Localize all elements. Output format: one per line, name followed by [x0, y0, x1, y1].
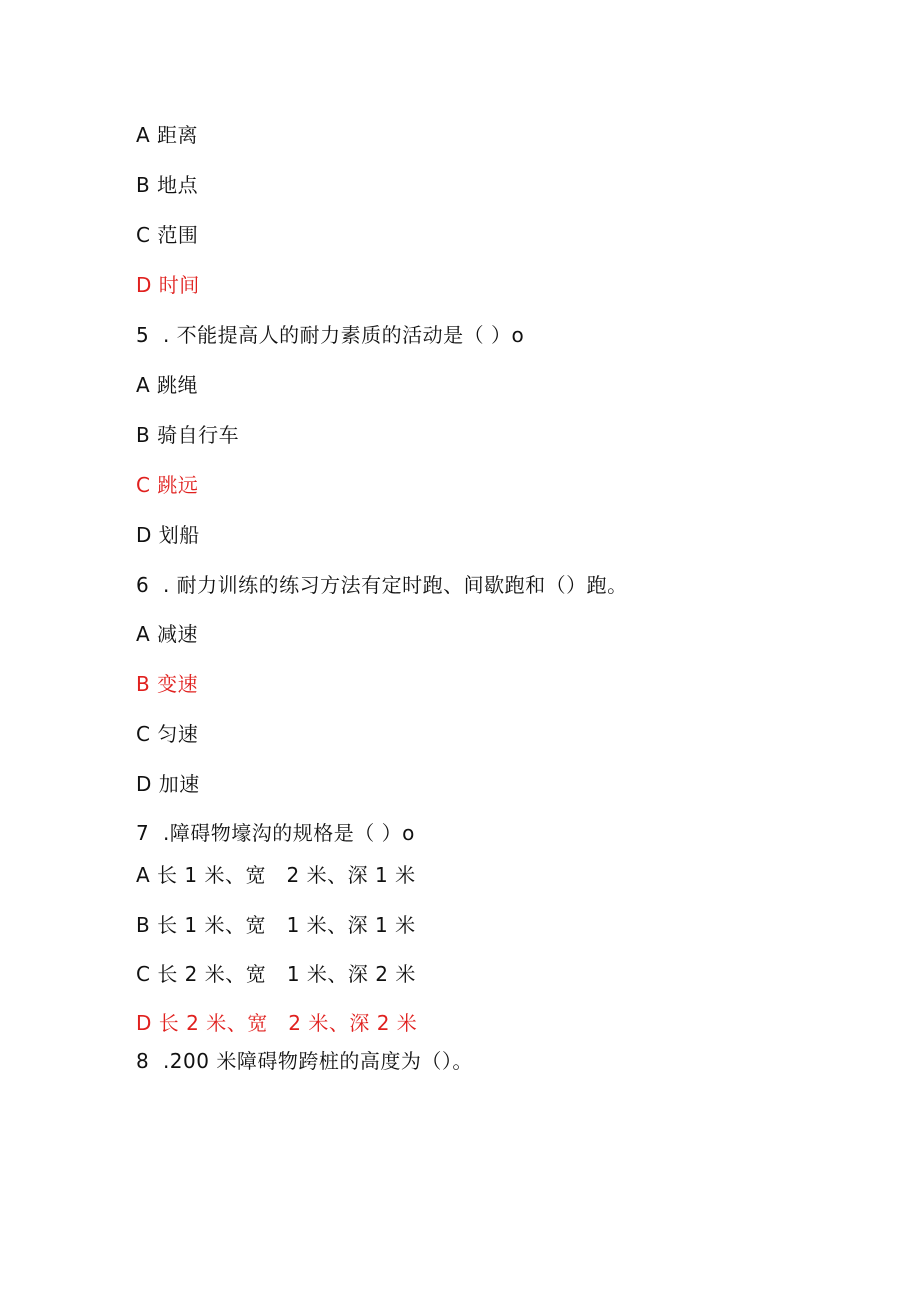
question-7: 7 .障碍物壕沟的规格是（ ）o [136, 821, 415, 845]
option-c-q5-answer: C 跳远 [136, 473, 199, 497]
question-8: 8 .200 米障碍物跨桩的高度为（）。 [136, 1049, 473, 1073]
option-b-q4: B 地点 [136, 173, 199, 197]
option-b-q5: B 骑自行车 [136, 423, 240, 447]
option-b-q7: B 长 1 米、宽 1 米、深 1 米 [136, 913, 416, 937]
option-a-q5: A 跳绳 [136, 373, 199, 397]
question-5: 5 . 不能提高人的耐力素质的活动是（ ）o [136, 323, 525, 347]
option-a-q7: A 长 1 米、宽 2 米、深 1 米 [136, 863, 416, 887]
option-c-q7: C 长 2 米、宽 1 米、深 2 米 [136, 962, 416, 986]
option-d-q4-answer: D 时间 [136, 273, 200, 297]
option-d-q5: D 划船 [136, 523, 200, 547]
option-c-q4: C 范围 [136, 223, 199, 247]
option-d-q6: D 加速 [136, 772, 200, 796]
option-c-q6: C 匀速 [136, 722, 199, 746]
option-b-q6-answer: B 变速 [136, 672, 199, 696]
option-a-q6: A 减速 [136, 622, 199, 646]
option-d-q7-answer: D 长 2 米、宽 2 米、深 2 米 [136, 1011, 418, 1035]
option-a-q4: A 距离 [136, 123, 199, 147]
question-6: 6 . 耐力训练的练习方法有定时跑、间歇跑和（）跑。 [136, 573, 628, 597]
